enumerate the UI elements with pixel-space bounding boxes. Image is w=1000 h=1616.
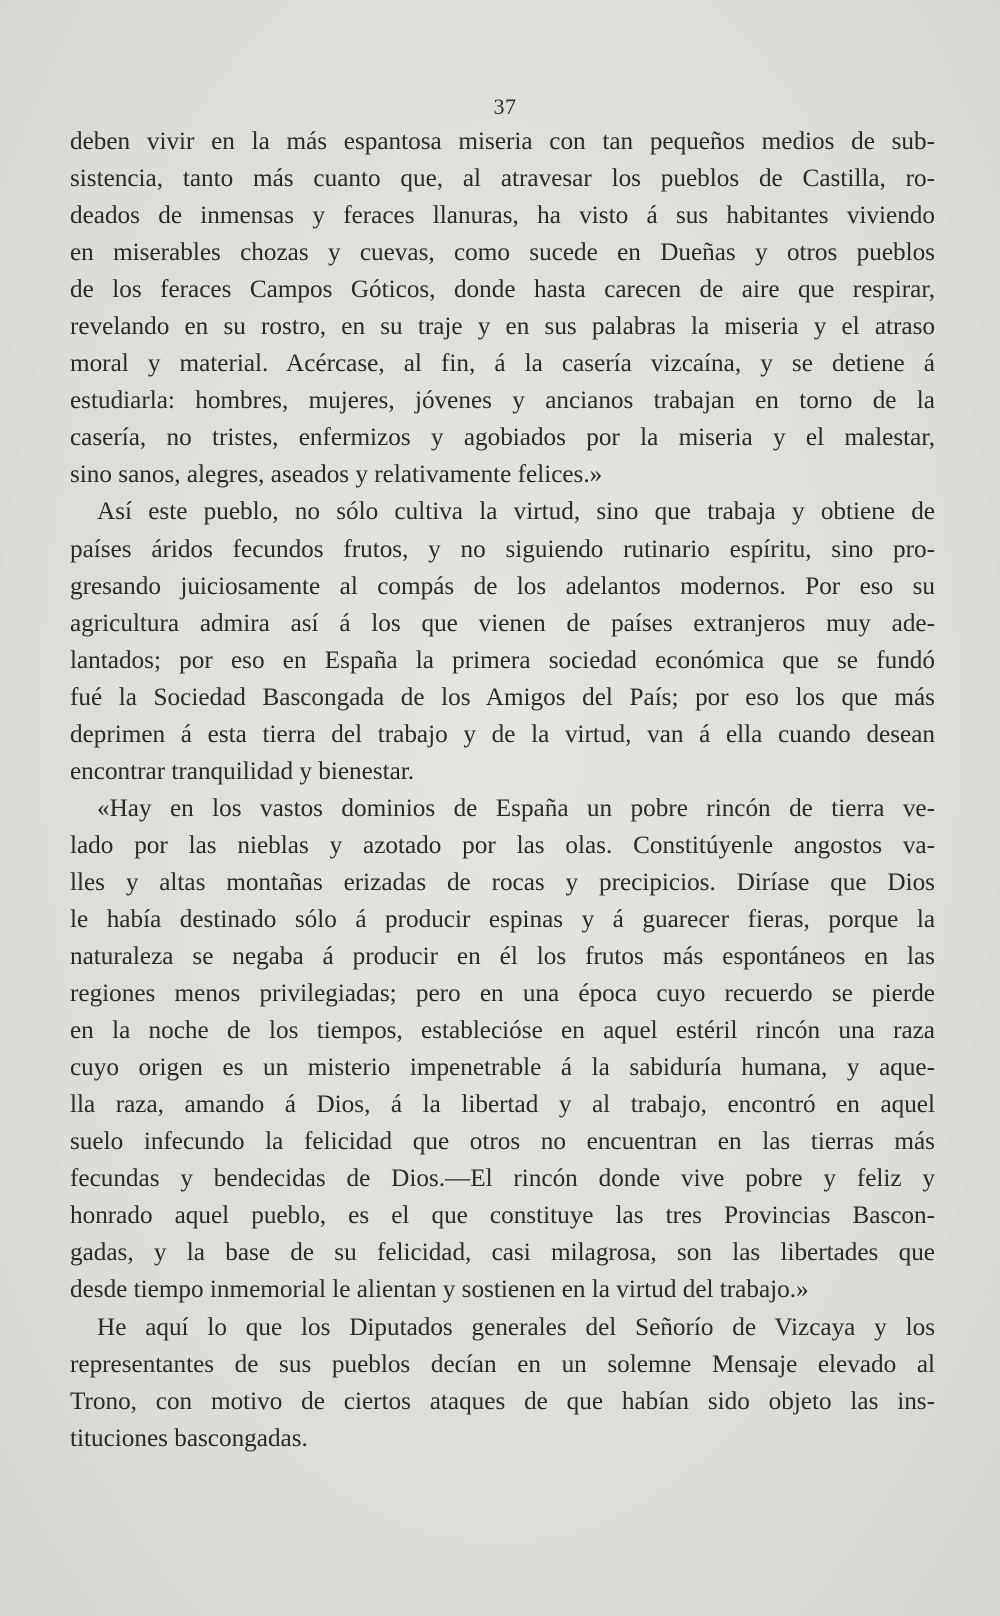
text-line: desde tiempo inmemorial le alientan y sostienen en la virtud del trabajo.» [70, 1276, 809, 1304]
text-line: de los feraces Campos Góticos, donde hasta carecen de aire que respirar, [70, 276, 935, 304]
text-line: lado por las nieblas y azotado por las olas. Constitúyenle angostos va- [70, 831, 935, 859]
text-line: países áridos fecundos frutos, y no siguiendo rutinario espíritu, sino pro- [70, 535, 935, 563]
text-line: cuyo origen es un misterio impenetrable á la sabiduría humana, y aque- [70, 1054, 935, 1082]
text-line: Así este pueblo, no sólo cultiva la virtud, sino que trabaja y obtiene de [97, 498, 935, 526]
text-line: en la noche de los tiempos, establecióse en aquel estéril rincón una raza [70, 1017, 935, 1045]
text-line: honrado aquel pueblo, es el que constituye las tres Provincias Bascon- [70, 1202, 935, 1230]
text-line: lla raza, amando á Dios, á la libertad y al trabajo, encontró en aquel [70, 1091, 935, 1119]
text-line: fecundas y bendecidas de Dios.—El rincón donde vive pobre y feliz y [70, 1165, 935, 1193]
text-line: deados de inmensas y feraces llanuras, ha visto á sus habitantes viviendo [70, 202, 935, 230]
text-line: tituciones bascongadas. [70, 1424, 308, 1452]
text-line: deprimen á esta tierra del trabajo y de la virtud, van á ella cuando desean [70, 720, 935, 748]
text-line: He aquí lo que los Diputados generales del Señorío de Vizcaya y los [97, 1313, 935, 1341]
text-line: gadas, y la base de su felicidad, casi milagrosa, son las libertades que [70, 1239, 935, 1267]
text-line: moral y material. Acércase, al fin, á la casería vizcaína, y se detiene á [70, 350, 935, 378]
text-line: representantes de sus pueblos decían en un solemne Mensaje elevado al [70, 1350, 935, 1378]
text-line: agricultura admira así á los que vienen de países extranjeros muy ade- [70, 609, 935, 637]
text-line: le había destinado sólo á producir espinas y á guarecer fieras, porque la [70, 905, 935, 933]
body-text [70, 123, 935, 1457]
text-line: encontrar tranquilidad y bienestar. [70, 757, 415, 785]
text-line: lantados; por eso en España la primera sociedad económica que se fundó [70, 646, 935, 674]
text-line: sistencia, tanto más cuanto que, al atravesar los pueblos de Castilla, ro- [70, 165, 935, 193]
text-line: Trono, con motivo de ciertos ataques de que habían sido objeto las ins- [70, 1387, 935, 1415]
text-line: estudiarla: hombres, mujeres, jóvenes y ancianos trabajan en torno de la [70, 387, 935, 415]
text-line: suelo infecundo la felicidad que otros no encuentran en las tierras más [70, 1128, 935, 1156]
text-line: deben vivir en la más espantosa miseria con tan pequeños medios de sub- [70, 128, 935, 155]
text-line: sino sanos, alegres, aseados y relativamente felices.» [70, 461, 603, 489]
text-line: fué la Sociedad Bascongada de los Amigos del País; por eso los que más [70, 683, 935, 711]
text-line: «Hay en los vastos dominios de España un pobre rincón de tierra ve- [97, 794, 935, 822]
text-line: en miserables chozas y cuevas, como sucede en Dueñas y otros pueblos [70, 239, 935, 267]
text-line: casería, no tristes, enfermizos y agobiados por la miseria y el malestar, [70, 424, 935, 452]
text-line: gresando juiciosamente al compás de los adelantos modernos. Por eso su [70, 572, 935, 600]
text-line: revelando en su rostro, en su traje y en sus palabras la miseria y el atraso [70, 313, 935, 341]
text-line: lles y altas montañas erizadas de rocas y precipicios. Diríase que Dios [70, 868, 935, 896]
page-number: 37 [493, 94, 517, 119]
text-line: naturaleza se negaba á producir en él los frutos más espontáneos en las [70, 943, 935, 971]
text-line: regiones menos privilegiadas; pero en una época cuyo recuerdo se pierde [70, 980, 935, 1008]
